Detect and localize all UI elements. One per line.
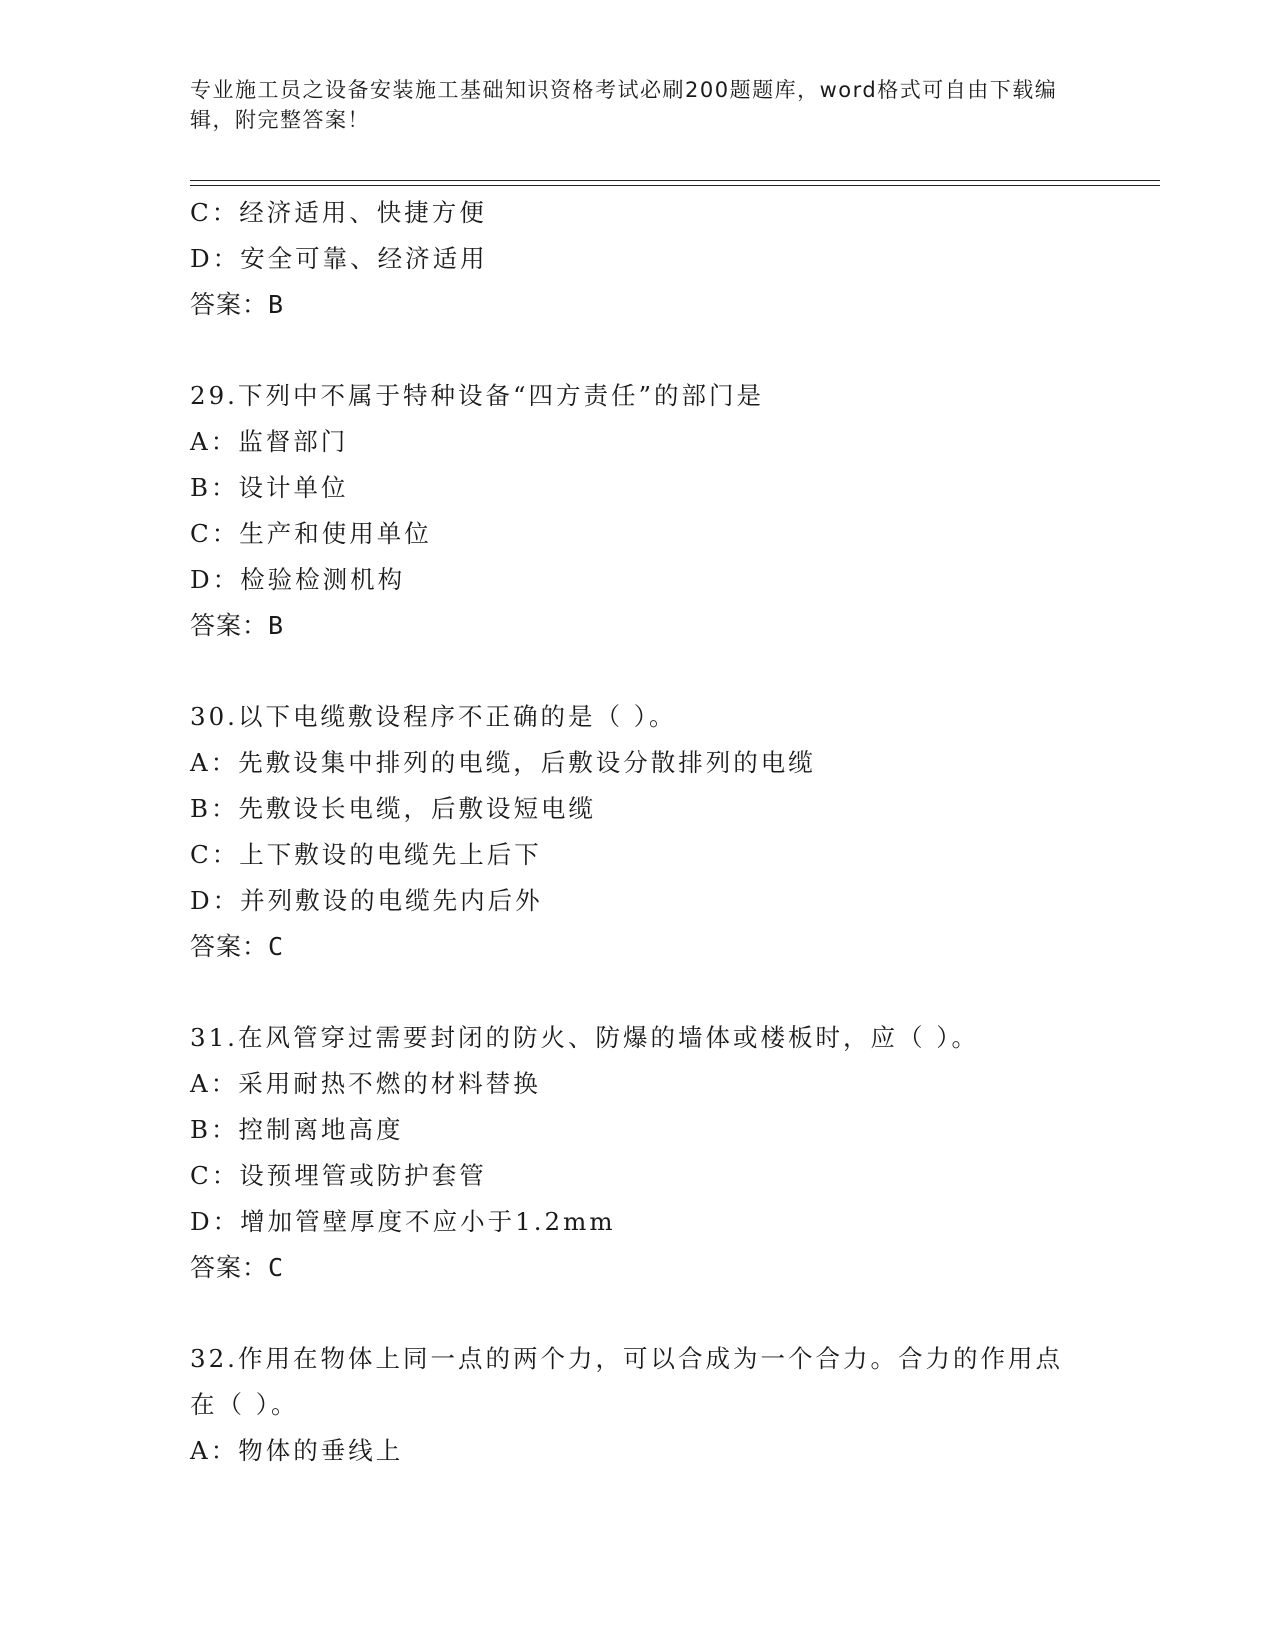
answer-label: 答案： — [190, 611, 269, 640]
question-stem: 30.以下电缆敷设程序不正确的是（ ）。 — [190, 702, 677, 731]
answer-value: B — [268, 611, 285, 640]
answer-value: C — [268, 1253, 285, 1282]
option-c: C：经济适用、快捷方便 — [190, 198, 487, 227]
option-c: C：设预埋管或防护套管 — [190, 1161, 487, 1190]
option-b: B：先敷设长电缆，后敷设短电缆 — [190, 794, 597, 823]
question-30 — [190, 694, 1140, 970]
answer-line — [190, 924, 1140, 970]
question-stem: 32.作用在物体上同一点的两个力，可以合成为一个合力。合力的作用点在（ ）。 — [190, 1344, 1063, 1419]
option-c: C：生产和使用单位 — [190, 519, 432, 548]
page-header — [190, 75, 1090, 135]
spacer — [190, 1291, 1140, 1336]
question-stem: 31.在风管穿过需要封闭的防火、防爆的墙体或楼板时，应（ ）。 — [190, 1023, 979, 1052]
option-c: C：上下敷设的电缆先上后下 — [190, 840, 542, 869]
option-d: D：增加管壁厚度不应小于1.2mm — [190, 1207, 616, 1236]
option-a: A：监督部门 — [190, 427, 349, 456]
question-partial — [190, 190, 1140, 328]
answer-line — [190, 1245, 1140, 1291]
answer-label: 答案： — [190, 932, 269, 961]
option-a: A：先敷设集中排列的电缆，后敷设分散排列的电缆 — [190, 748, 816, 777]
question-stem: 29.下列中不属于特种设备“四方责任”的部门是 — [190, 381, 765, 410]
answer-line — [190, 603, 1140, 649]
header-title: 专业施工员之设备安装施工基础知识资格考试必刷200题题库，word格式可自由下载编辑，附完整答案！ — [190, 78, 1058, 132]
answer-line — [190, 282, 1140, 328]
answer-value: B — [268, 290, 285, 319]
option-d: D：并列敷设的电缆先内后外 — [190, 886, 543, 915]
answer-label: 答案： — [190, 290, 269, 319]
spacer — [190, 649, 1140, 694]
spacer — [190, 328, 1140, 373]
option-a: A：采用耐热不燃的材料替换 — [190, 1069, 541, 1098]
question-32 — [190, 1336, 1140, 1474]
document-body — [190, 190, 1140, 1474]
option-b: B：设计单位 — [190, 473, 349, 502]
option-d: D：检验检测机构 — [190, 565, 406, 594]
answer-label: 答案： — [190, 1253, 269, 1282]
header-divider — [190, 180, 1160, 186]
spacer — [190, 970, 1140, 1015]
question-31 — [190, 1015, 1140, 1291]
answer-value: C — [268, 932, 285, 961]
option-b: B：控制离地高度 — [190, 1115, 404, 1144]
option-d: D：安全可靠、经济适用 — [190, 244, 488, 273]
option-a: A：物体的垂线上 — [190, 1436, 404, 1465]
question-29 — [190, 373, 1140, 649]
